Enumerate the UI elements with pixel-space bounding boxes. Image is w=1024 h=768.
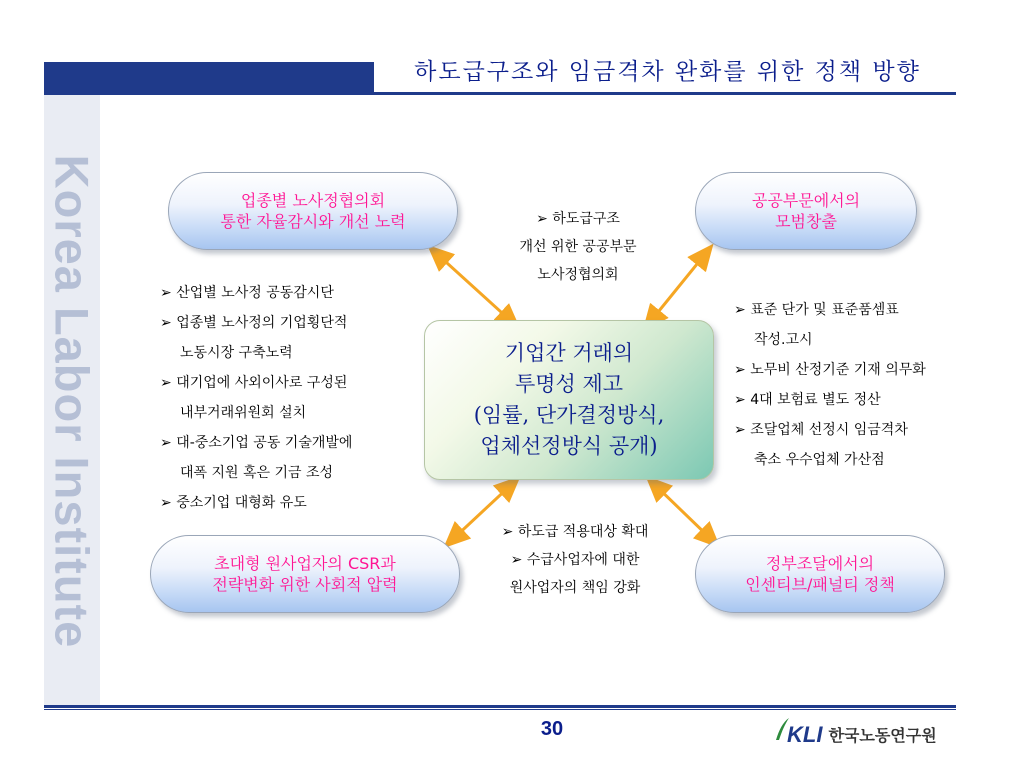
- left-list: [160, 278, 352, 518]
- box-top-left-line-1: 업종별 노사정협의회: [240, 191, 386, 210]
- list-item-continuation: 대폭 지원 혹은 기금 조성: [180, 465, 334, 481]
- bottom-caption-line-2: ➢ 수급사업자에 대한: [510, 552, 640, 568]
- right-list: [734, 295, 926, 475]
- box-bottom-left-line-1: 초대형 원사업자의 CSR과: [214, 554, 396, 573]
- list-item: ➢ 노무비 산정기준 기재 의무화: [734, 362, 926, 378]
- list-item: ➢ 중소기업 대형화 유도: [160, 495, 307, 511]
- top-caption: [478, 205, 678, 289]
- box-bottom-right: [695, 535, 945, 613]
- box-top-right: [695, 172, 917, 250]
- box-top-left: [168, 172, 458, 250]
- bottom-caption-line-1: ➢ 하도급 적용대상 확대: [501, 524, 649, 540]
- center-line-2: 투명성 제고: [514, 372, 624, 396]
- list-item: ➢ 조달업체 선정시 임금격차: [734, 422, 908, 438]
- center-line-4: 업체선정방식 공개): [480, 434, 658, 458]
- logo-mark: KLI: [787, 722, 823, 747]
- box-top-left-line-2: 통한 자율감시와 개선 노력: [220, 212, 406, 231]
- list-item: ➢ 4대 보험료 별도 정산: [734, 392, 881, 408]
- list-item: ➢ 대-중소기업 공동 기술개발에: [160, 435, 353, 451]
- box-bottom-right-line-2: 인센티브/패널티 정책: [745, 575, 895, 594]
- center-box: [424, 320, 714, 480]
- list-item-continuation: 내부거래위원회 설치: [180, 405, 307, 421]
- watermark-text: Korea Labor Institute: [45, 154, 99, 649]
- list-item-continuation: 작성.고시: [754, 332, 813, 348]
- footer-rule: [44, 705, 956, 708]
- page-number: 30: [540, 718, 564, 740]
- box-bottom-left-line-2: 전략변화 위한 사회적 압력: [212, 575, 398, 594]
- list-item: ➢ 표준 단가 및 표준품셈표: [734, 302, 899, 318]
- list-item-continuation: 축소 우수업체 가산점: [754, 452, 885, 468]
- box-bottom-left: [150, 535, 460, 613]
- center-line-3: (임률, 단가결정방식,: [473, 403, 665, 427]
- center-line-1: 기업간 거래의: [504, 341, 634, 365]
- top-caption-line-2: 개선 위한 공공부문: [519, 239, 637, 255]
- slide-title: 하도급구조와 임금격차 완화를 위한 정책 방향: [414, 59, 921, 85]
- logo-org-name: 한국노동연구원: [828, 726, 937, 745]
- bottom-caption: [470, 518, 680, 602]
- top-caption-line-3: 노사정협의회: [537, 267, 619, 283]
- top-caption-line-1: ➢ 하도급구조: [536, 211, 620, 227]
- list-item: ➢ 업종별 노사정의 기업횡단적: [160, 315, 348, 331]
- list-item: ➢ 대기업에 사외이사로 구성된: [160, 375, 348, 391]
- list-item: ➢ 산업별 노사정 공동감시단: [160, 285, 334, 301]
- bottom-caption-line-3: 원사업자의 책임 강화: [509, 580, 641, 596]
- footer-rule-thin: [44, 709, 956, 710]
- box-bottom-right-line-1: 정부조달에서의: [765, 554, 875, 573]
- box-top-right-line-2: 모범창출: [775, 212, 837, 231]
- kli-logo: [773, 718, 937, 748]
- box-top-right-line-1: 공공부문에서의: [751, 191, 861, 210]
- list-item-continuation: 노동시장 구축노력: [180, 345, 293, 361]
